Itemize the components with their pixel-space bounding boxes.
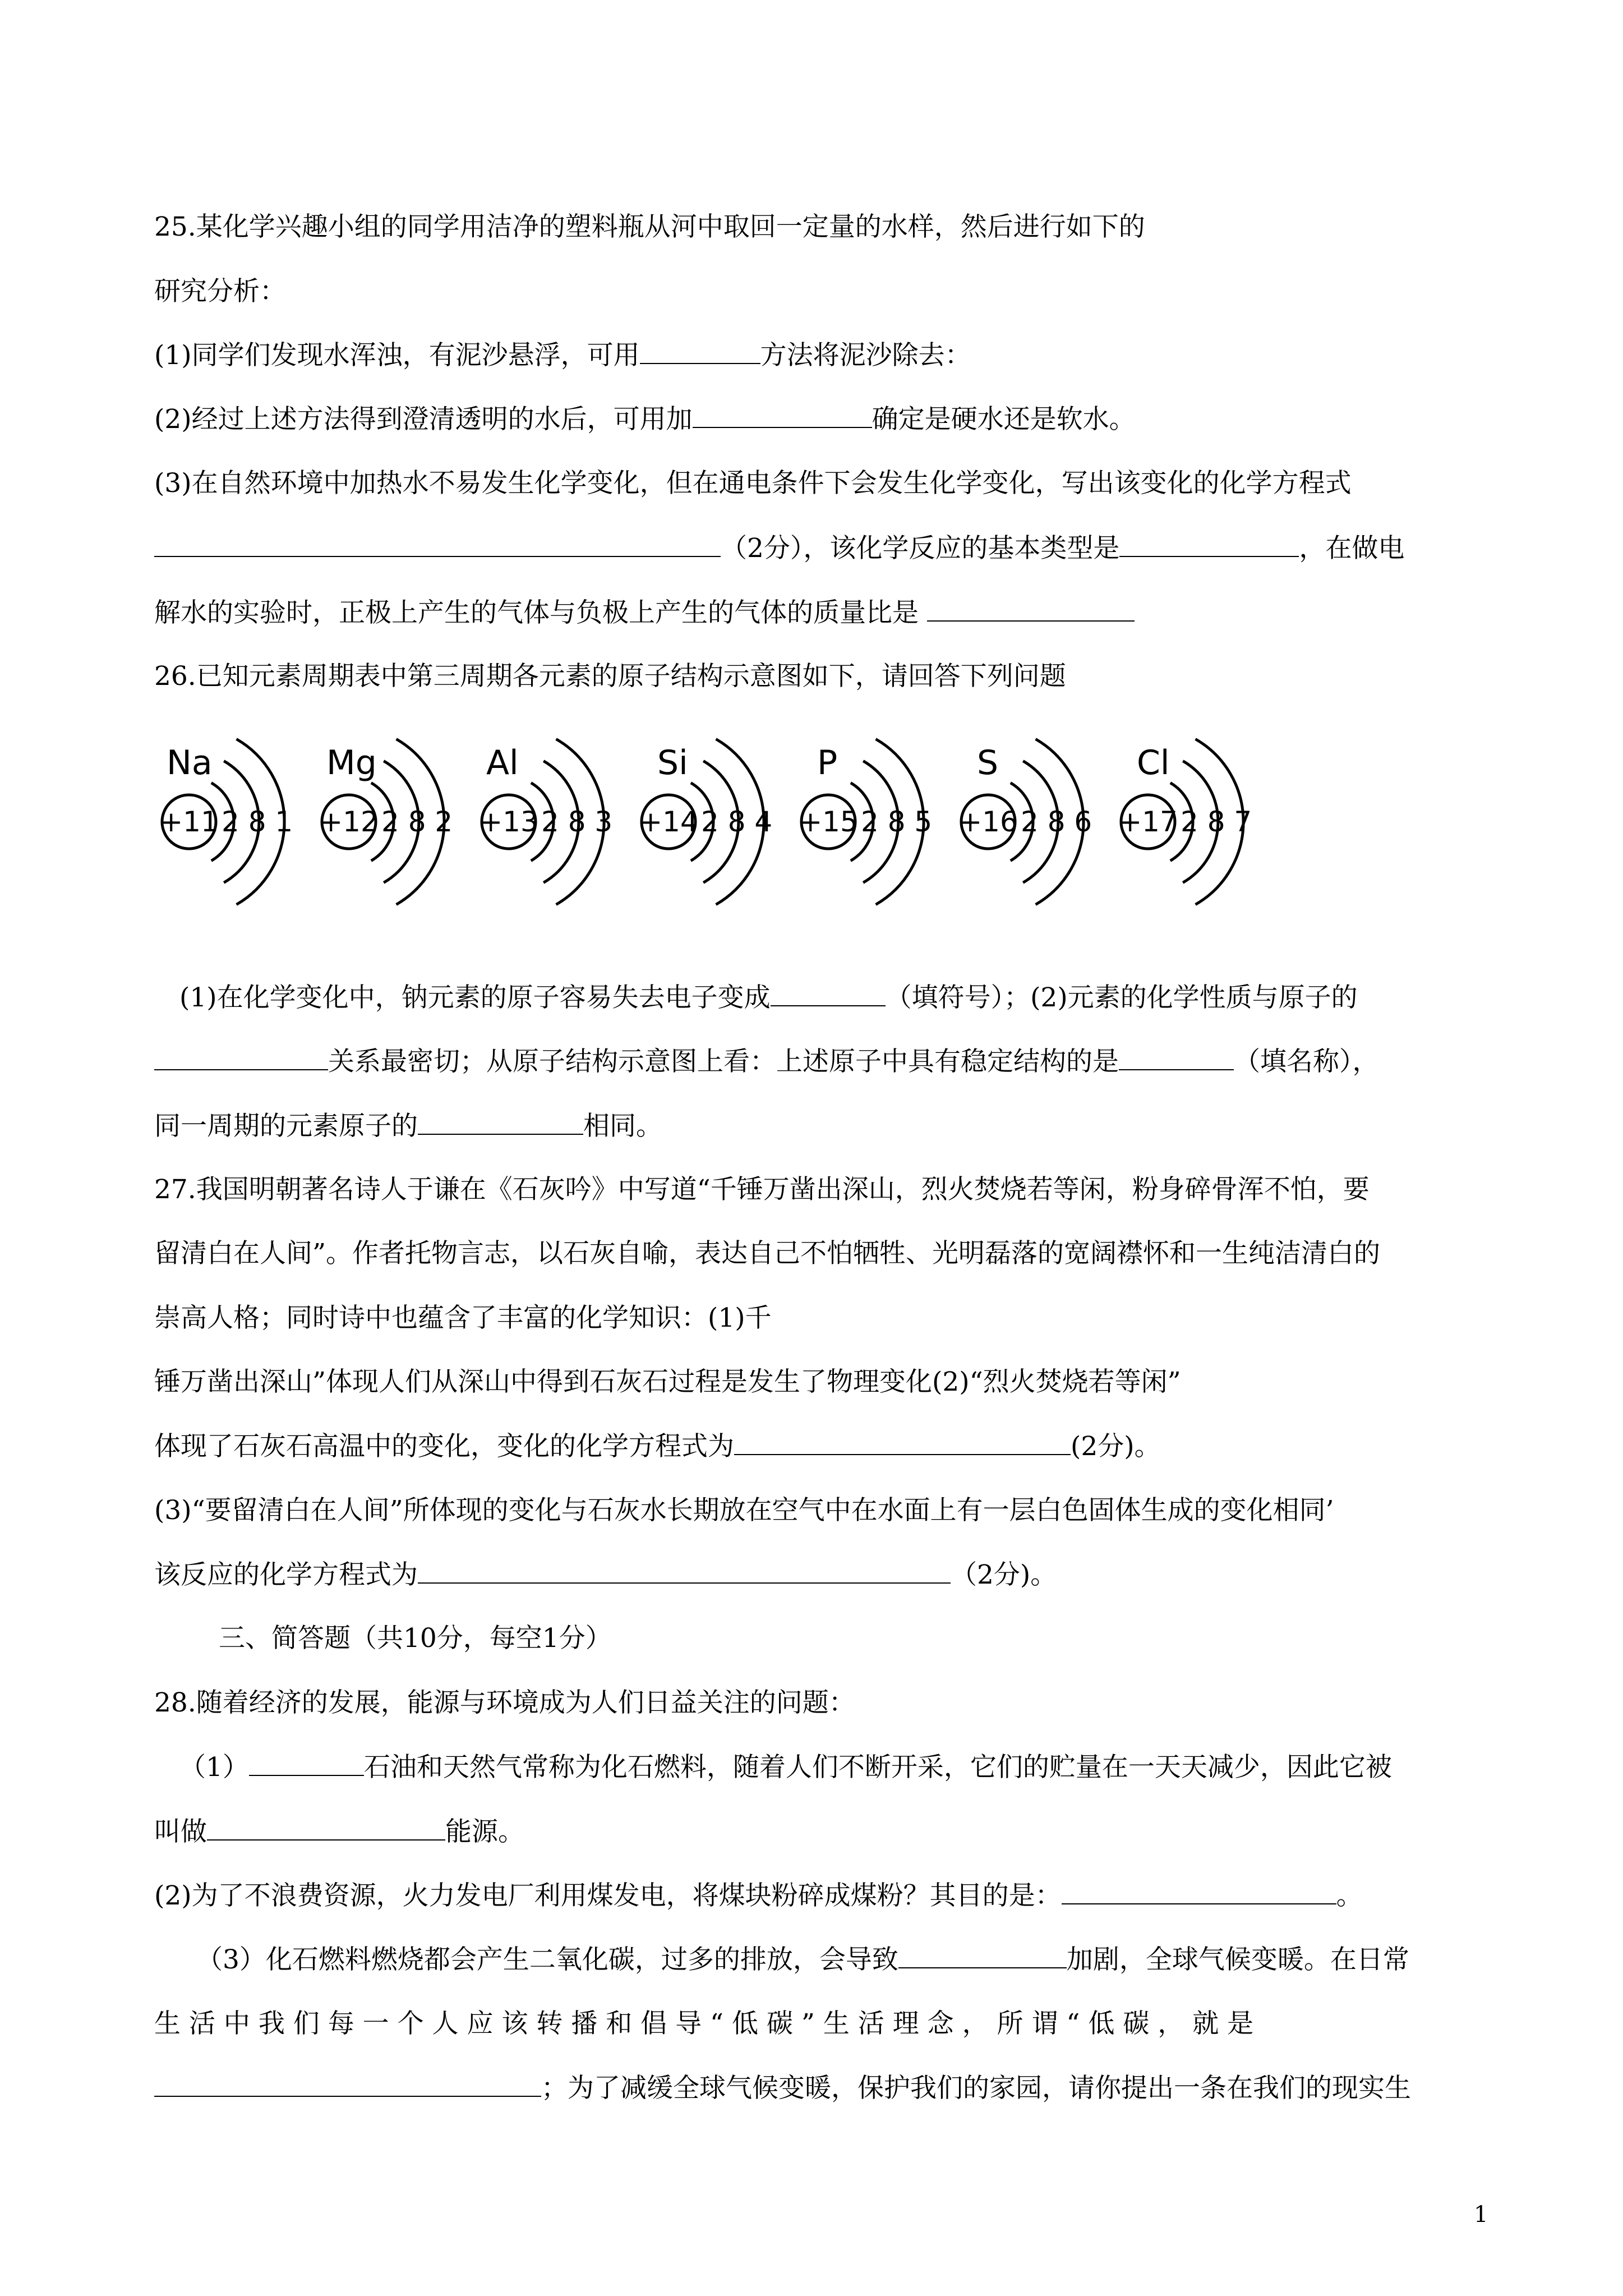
q25-part-1 bbox=[154, 338, 971, 372]
q27-line-7 bbox=[154, 1558, 1057, 1592]
answer-blank[interactable] bbox=[154, 2071, 541, 2097]
q27-line-1: 27.我国明朝著名诗人于谦在《石灰吟》中写道“千锤万凿出深山，烈火焚烧若等闲，粉身碎骨浑不怕，要 bbox=[154, 1174, 1370, 1205]
electron-counts: 2 8 3 bbox=[541, 806, 613, 838]
q28-p1-text: 石油和天然气常称为化石燃料，随着人们不断开采，它们的贮量在一天天减少，因此它被 bbox=[363, 1752, 1392, 1783]
element-symbol: Al bbox=[486, 743, 519, 783]
element-symbol: Na bbox=[167, 743, 213, 783]
nuclear-charge: +14 bbox=[639, 806, 698, 838]
q27-eq2-text: 该反应的化学方程式为 bbox=[154, 1559, 418, 1590]
electron-counts: 2 8 1 bbox=[222, 806, 293, 838]
element-symbol: Si bbox=[657, 743, 688, 783]
answer-blank[interactable] bbox=[693, 402, 872, 428]
q28-part-3 bbox=[196, 1943, 1409, 1977]
atom-cl bbox=[1118, 739, 1252, 905]
q28-p4-tail: 加剧，全球气候变暖。在日常 bbox=[1066, 1944, 1409, 1975]
q26-a2-text: 关系最密切；从原子结构示意图上看：上述原子中具有稳定结构的是 bbox=[328, 1046, 1119, 1077]
q28-p6-text: ；为了减缓全球气候变暖，保护我们的家园，请你提出一条在我们的现实生 bbox=[541, 2073, 1411, 2104]
nuclear-charge: +17 bbox=[1118, 806, 1178, 838]
q27-line-5 bbox=[154, 1429, 1161, 1464]
nuclear-charge: +13 bbox=[479, 806, 538, 838]
element-symbol: S bbox=[977, 743, 999, 783]
atom-mg bbox=[319, 739, 453, 905]
q25-part-3-cont bbox=[154, 531, 1404, 565]
q26-answer-3 bbox=[154, 1109, 662, 1143]
q25-part-1-tail: 方法将泥沙除去： bbox=[760, 340, 971, 371]
q25-part-2-text: (2)经过上述方法得到澄清透明的水后，可用加 bbox=[154, 404, 693, 435]
q28-p2-tail: 能源。 bbox=[445, 1816, 524, 1847]
q28-part-3-last bbox=[154, 2071, 1411, 2105]
atom-al bbox=[479, 739, 612, 905]
atom-si bbox=[639, 739, 772, 905]
electron-counts: 2 8 4 bbox=[701, 806, 773, 838]
electron-counts: 2 8 6 bbox=[1021, 806, 1092, 838]
q25-line-2: 研究分析： bbox=[154, 276, 286, 307]
q25-ratio-text: 解水的实验时，正极上产生的气体与负极上产生的气体的质量比是 bbox=[154, 597, 919, 628]
q27-eq-text: 体现了石灰石高温中的变化，变化的化学方程式为 bbox=[154, 1431, 734, 1462]
answer-blank[interactable] bbox=[927, 596, 1135, 622]
q25-part-2-tail: 确定是硬水还是软水。 bbox=[872, 404, 1136, 435]
answer-blank[interactable] bbox=[207, 1815, 445, 1841]
section-heading: 三、简答题（共10分，每空1分） bbox=[219, 1623, 612, 1654]
answer-blank[interactable] bbox=[640, 338, 760, 364]
q27-line-3: 崇高人格；同时诗中也蕴含了丰富的化学知识：(1)千 bbox=[154, 1303, 772, 1333]
answer-blank[interactable] bbox=[154, 1045, 328, 1070]
q27-line-4: 锤万凿出深山”体现人们从深山中得到石灰石过程是发生了物理变化(2)“烈火焚烧若等闲” bbox=[154, 1366, 1181, 1397]
q26-a3-text: 同一周期的元素原子的 bbox=[154, 1111, 418, 1142]
q28-p4-text: （3）化石燃料燃烧都会产生二氧化碳，过多的排放，会导致 bbox=[196, 1944, 898, 1975]
atom-p bbox=[799, 739, 932, 905]
electron-counts: 2 8 5 bbox=[861, 806, 933, 838]
answer-blank[interactable] bbox=[1062, 1879, 1336, 1904]
answer-blank[interactable] bbox=[249, 1750, 364, 1776]
q25-part-2 bbox=[154, 402, 1136, 436]
electron-counts: 2 8 2 bbox=[381, 806, 453, 838]
q28-p1-label: （1） bbox=[179, 1752, 249, 1783]
element-symbol: Cl bbox=[1137, 743, 1170, 783]
element-symbol: P bbox=[817, 743, 838, 783]
q25-part-3-mid: （2分），该化学反应的基本类型是 bbox=[721, 533, 1120, 564]
nuclear-charge: +16 bbox=[958, 806, 1018, 838]
page-number: 1 bbox=[1474, 2202, 1488, 2228]
q25-part-3-last bbox=[154, 596, 1135, 630]
q25-part-1-text: (1)同学们发现水浑浊，有泥沙悬浮，可用 bbox=[154, 340, 640, 371]
q28-part-3-cont: 生 活 中 我 们 每 一 个 人 应 该 转 播 和 倡 导 “ 低 碳 ” 生 活 理 念 ， 所 谓 “ 低 碳 ， 就 是 bbox=[154, 2008, 1254, 2039]
q26-a3-tail: 相同。 bbox=[583, 1111, 662, 1142]
q28-title: 28.随着经济的发展，能源与环境成为人们日益关注的问题： bbox=[154, 1687, 855, 1718]
q28-p3-tail: 。 bbox=[1336, 1880, 1363, 1911]
atom-na bbox=[159, 739, 293, 905]
nuclear-charge: +15 bbox=[799, 806, 858, 838]
q28-part-1-cont bbox=[154, 1815, 524, 1849]
q26-title: 26.已知元素周期表中第三周期各元素的原子结构示意图如下，请回答下列问题 bbox=[154, 661, 1066, 692]
q25-part-3: (3)在自然环境中加热水不易发生化学变化，但在通电条件下会发生化学变化，写出该变化的化学方程式 bbox=[154, 468, 1352, 499]
q26-answer-2 bbox=[154, 1045, 1379, 1079]
answer-blank[interactable] bbox=[1119, 531, 1299, 557]
q27-line-2: 留清白在人间”。作者托物言志，以石灰自喻，表达自己不怕牺牲、光明磊落的宽阔襟怀和一生纯洁清白的 bbox=[154, 1238, 1381, 1269]
q26-a2-tail: （填名称）， bbox=[1234, 1046, 1379, 1077]
atomic-structure-diagram bbox=[147, 721, 1291, 956]
q25-part-3-end: ，在做电 bbox=[1299, 533, 1405, 564]
answer-blank[interactable] bbox=[418, 1109, 583, 1135]
q27-line-6: (3)“要留清白在人间”所体现的变化与石灰水长期放在空气中在水面上有一层白色固体生成的变化相同’ bbox=[154, 1495, 1334, 1526]
q25-line-1: 25.某化学兴趣小组的同学用洁净的塑料瓶从河中取回一定量的水样，然后进行如下的 bbox=[154, 211, 1145, 242]
element-symbol: Mg bbox=[326, 743, 377, 783]
q28-part-2 bbox=[154, 1879, 1363, 1913]
answer-blank[interactable] bbox=[734, 1429, 1071, 1455]
answer-blank[interactable] bbox=[771, 981, 886, 1006]
nuclear-charge: +12 bbox=[319, 806, 379, 838]
electron-counts: 2 8 7 bbox=[1181, 806, 1252, 838]
q28-p3-text: (2)为了不浪费资源，火力发电厂利用煤发电，将煤块粉碎成煤粉？其目的是： bbox=[154, 1880, 1062, 1911]
q26-answer-1 bbox=[179, 981, 1358, 1015]
q27-eq2-score: （2分)。 bbox=[951, 1559, 1057, 1590]
q26-a1-text: (1)在化学变化中，钠元素的原子容易失去电子变成 bbox=[179, 982, 771, 1013]
q28-p2-text: 叫做 bbox=[154, 1816, 207, 1847]
answer-blank[interactable] bbox=[418, 1558, 951, 1584]
answer-blank[interactable] bbox=[1119, 1045, 1234, 1070]
answer-blank[interactable] bbox=[898, 1943, 1067, 1968]
q28-part-1 bbox=[179, 1750, 1392, 1784]
q26-a1-tail: （填符号）；(2)元素的化学性质与原子的 bbox=[885, 982, 1358, 1013]
nuclear-charge: +11 bbox=[159, 806, 219, 838]
answer-blank[interactable] bbox=[154, 531, 721, 557]
q27-eq-score: (2分)。 bbox=[1071, 1431, 1161, 1462]
atom-s bbox=[958, 739, 1092, 905]
